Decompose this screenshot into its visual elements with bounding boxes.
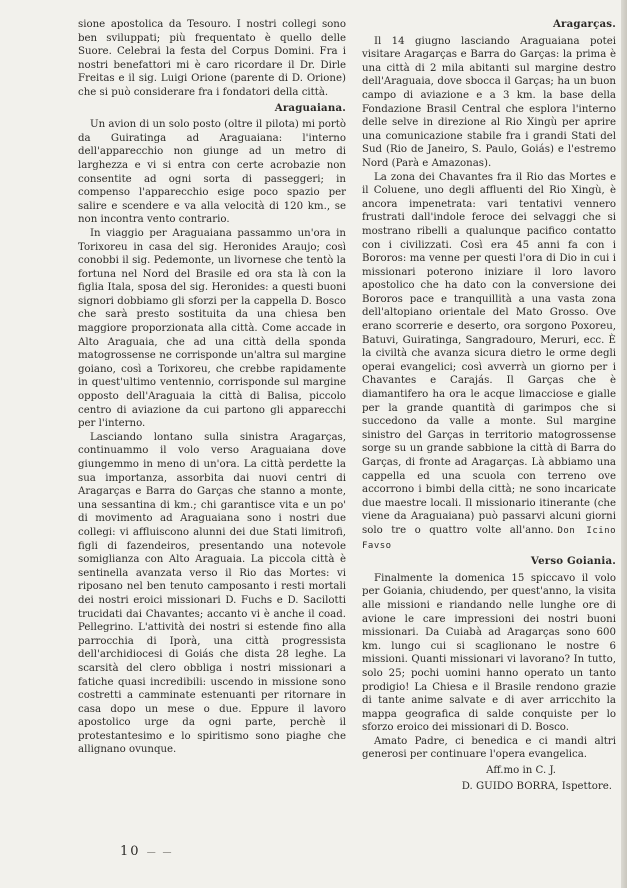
paragraph: sione apostolica da Tesouro. I nostri collegi sono ben sviluppati; più frequentato è quello delle Suore. Celebrai la festa del Corpus Domini. Fra i nostri benefattori mi è caro ricordare il Dr. Dirle Freitas e il sig. Luigi Orione (parente di D. Orione) che si può considerare fra i fondatori della città.: [78, 19, 346, 98]
signature-line: D. GUIDO BORRA, Ispettore.: [461, 780, 612, 792]
right-column: [362, 18, 616, 793]
section-heading-aragarcas: Aragarças.: [552, 18, 616, 30]
page-number-dashes: — —: [146, 848, 174, 858]
paragraph: Amato Padre, ci benedica e ci mandi altri generosi per continuare l'opera evangelica.: [362, 735, 616, 761]
left-column: [78, 18, 346, 757]
page-number-value: 10: [120, 844, 141, 859]
paragraph: Lasciando lontano sulla sinistra Aragarças, continuammo il volo verso Araguaiana dove giungemmo in meno di un'ora. La città perdette la sua importanza, assorbita dai nuovi centri di Aragarças e Barra do Garças che stanno a monte, una sessantina di km.; chi garantisce vita e un po' di movimento ad Araguaiana sono i nostri due collegi: vi affluiscono alunni dei due Stati limitrofi, figli di fazendeiros, presentando una notevole somiglianza con Alto Araguaia. La piccola città è sentinella avanzata verso il Rio das Mortes: vi riposano nel ben tenuto camposanto i resti mortali dei nostri eroici missionari D. Fuchs e D. Sacilotti trucidati dai Chavantes; accanto vi è anche il coad. Pellegrino. L'attività dei nostri si estende fino alla parrocchia di Iporà, una città progressista dell'archidiocesi di Goiás che dista 28 leghe. La scarsità del clero obbliga i nostri missionari a fatiche quasi incredibili: uscendo in missione sono costretti a camminate estenuanti per ritornare in casa dopo un mese o due. Eppure il lavoro apostolico urge da ogni parte, perchè il protestantesimo e lo spiritismo sono piaghe che allignano ovunque.: [78, 431, 346, 756]
paragraph-text: La zona dei Chavantes fra il Rio das Mortes e il Coluene, uno degli affluenti del Rio Xingù, è ancora impenetrata: vari tentativi vennero frustrati dall'indole feroce dei selvaggi che si mostrano ribelli a qualunque pacifico contatto con i civilizzati. Così era 45 anni fa con i Bororos: ma venne per questi l'ora di Dio in cui i missionari poterono iniziare il loro lavoro apostolico che ha dato con la conversione dei Bororos pace e tranquillità a una vasta zona dell'altopiano orientale del Mato Grosso. Ove erano scorrerie e deserto, ora sorgono Poxoreu, Batuvi, Guiratinga, Sangradouro, Meruri, ecc. È la civiltà che avanza sicura dietro le orme degli operai evangelici; così avverrà un giorno per i Chavantes e Carajás. Il Garças che è diamantifero ha ora le acque limacciose e gialle per la grande quantità di garimpos che si succedono da valle a monte. Sul margine sinistro del Garças in territorio matogrossense sorge su un grande sabbione la città di Barra do Garças, di fronte ad Aragarças. Là abbiamo una cappella ed una scuola con terreno ove accorrono i bimbi della città; ne sono incaricate due maestre locali. Il missionario itinerante (che viene da Araguaiana) può passarvi alcuni giorni solo tre o quattro volte all'anno.: [362, 171, 616, 536]
section-heading-araguaiana: Araguaiana.: [274, 101, 346, 114]
closing-salutation: Aff.mo in C. J.: [486, 765, 556, 777]
paragraph: [362, 171, 616, 554]
section-heading-verso-goiania: Verso Goiania.: [530, 555, 616, 568]
page-edge-shadow: [621, 0, 627, 888]
page-number: [120, 844, 174, 859]
paragraph: In viaggio per Araguaiana passammo un'ora in Torixoreu in casa del sig. Heronides Araujo; così conobbi il sig. Pedemonte, un livornese che tentò la fortuna nel Nord del Brasile ed ora sta là con la figlia Itala, sposa del sig. Heronides: a questi buoni signori dobbiamo gli sforzi per la cappella D. Bosco che sarà presto sostituita da una chiesa ben maggiore proporzionata alla città. Come accade in Alto Araguaia, che ad una città della sponda matogrossense ne corrisponde un'altra sul margine goiano, così a Torixoreu, che crebbe rapidamente in quest'ultimo ventennio, corrisponde sul margine opposto dell'Araguaia la città di Balisa, piccolo centro di aviazione da cui partono gli apparecchi per l'interno.: [78, 227, 346, 430]
paragraph: Il 14 giugno lasciando Araguaiana potei visitare Aragarças e Barra do Garças: la prima è una città di 2 mila abitanti sul margine destro dell'Araguaia, dove sbocca il Garças; ha un buon campo di aviazione e a 3 km. la base della Fondazione Brasil Central che esplora l'interno delle selve in direzione al Rio Xingù per aprire una comunicazione stabile fra i grandi Stati del Sud (Rio de Janeiro, S. Paulo, Goiás) e l'estremo Nord (Parà e Amazonas).: [362, 35, 616, 169]
paragraph: Un avion di un solo posto (oltre il pilota) mi portò da Guiratinga ad Araguaiana: l'interno dell'apparecchio non giunge ad un metro di larghezza e vi si entra con certe acrobazie non consentite ad ogni sorta di passeggeri; in compenso l'apparecchio esige poco spazio per salire e scendere e va alla velocità di 120 km., se non incontra vento contrario.: [78, 119, 346, 226]
handwritten-annotation: Don Icino Favso: [362, 525, 616, 551]
paragraph: Finalmente la domenica 15 spiccavo il volo per Goiania, chiudendo, per quest'anno, la visita alle missioni e riandando nelle lunghe ore di avione le care impressioni dei nostri buoni missionari. Da Cuiabà ad Aragarças sono 600 km. lungo cui si scaglionano le nostre 6 missioni. Quanti missionari vi lavorano? In tutto, solo 25; pochi uomini hanno operato un tanto prodigio! La Chiesa e il Brasile rendono grazie di tante anime salvate e di aver arricchito la mappa geografica di salde conquiste per lo sforzo eroico dei missionari di D. Bosco.: [362, 572, 616, 734]
